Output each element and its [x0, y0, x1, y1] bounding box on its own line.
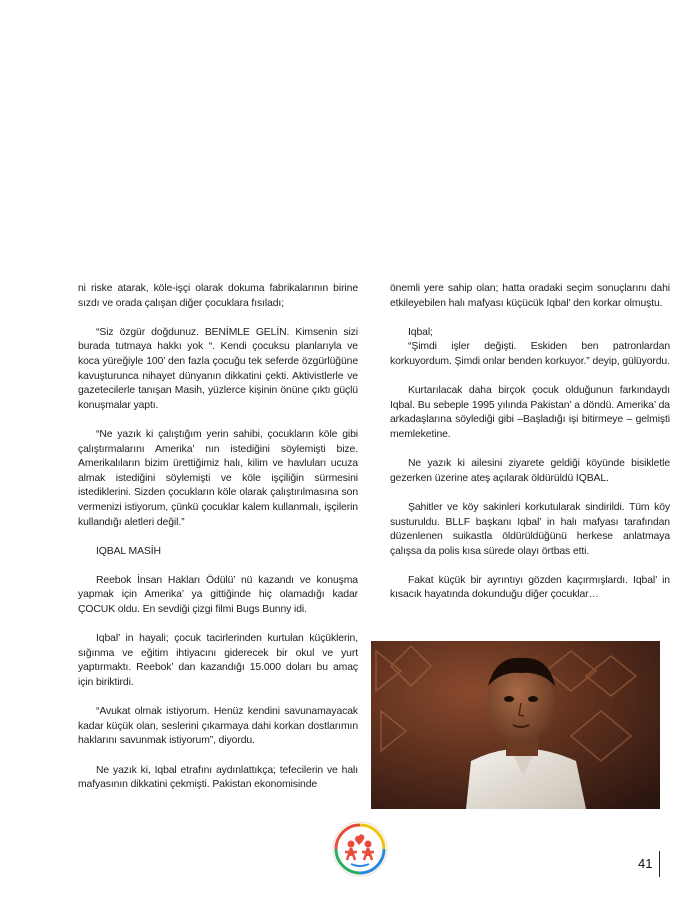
paragraph: Iqbal; [408, 326, 433, 338]
left-column [78, 282, 358, 807]
paragraph: “Şimdi işler değişti. Eskiden ben patronlardan korkuyordum. Şimdi onlar benden korkuyor.” deyip, gülüyordu. [390, 341, 670, 367]
photo-illustration [371, 641, 660, 809]
paragraph: Reebok İnsan Hakları Ödülü’ nü kazandı ve konuşma yapmak için Amerika’ ya gittiğinde hiç olamadığı kadar ÇOCUK oldu. En sevdiği çizgi filmi Bugs Bunny idi. [78, 574, 358, 616]
paragraph: önemli yere sahip olan; hatta oradaki seçim sonuçlarını dahi etkileyebilen halı mafyası küçücük Iqbal’ den korkar olmuştu. [390, 283, 670, 309]
boy-photo [371, 641, 660, 809]
page-number-rule [659, 851, 660, 877]
paragraph: Iqbal’ in hayali; çocuk tacirlerinden kurtulan küçüklerin, sığınma ve eğitim ihtiyacını giderecek bir okul ve yurt yaptırmaktı. Reebok’ dan kazandığı 15.000 doları bu amaç için biriktirdi. [78, 633, 358, 689]
paragraph: Ne yazık ki ailesini ziyarete geldiği köyünde bisikletle gezerken üzerine ateş açılarak öldürüldü IQBAL. [390, 458, 670, 484]
paragraph: Fakat küçük bir ayrıntıyı gözden kaçırmışlardı. Iqbal’ in kısacık hayatında dokunduğu diğer çocuklar… [390, 574, 670, 601]
logo-emblem-icon [331, 820, 389, 878]
paragraph: “Ne yazık ki çalıştığım yerin sahibi, çocukların köle gibi çalıştırmalarını Amerika’ nın istediğini söylemişti bize. Amerikalıların bizim ürettiğimiz halı, kilim ve havluları ucuza almak istediğini söylemişti ve köle işçiliğin sürmesini istediklerini. Sizden çocukların köle olarak çalıştırılmasına son vermenizi istiyorum, çünkü çocuklar kalem kullanmalı, işçilerin kullandığı aletleri değil.” [78, 428, 358, 528]
paragraph: “Avukat olmak istiyorum. Henüz kendini savunamayacak kadar küçük olan, seslerini çıkarmaya dahi korkan dostlarımın haklarını savunmak istiyorum”, diyordu. [78, 706, 358, 747]
paragraph: “Siz özgür doğdunuz. BENİMLE GELİN. Kimsenin sizi burada tutmaya hakkı yok “. Kendi çocuksu planlarıyla ve koca yüreğiyle 100’ den fazla çocuğu tek seferde özgürlüğüne kavuşturunca nihayet dünyanın dikkatini çekti. Aktivistlerle ve gazetecilerle tanışan Masih, yüzlerce kişinin önüne çıktı güçlü konuşmalar yaptı. [78, 326, 358, 411]
page-number: 41 [638, 856, 653, 871]
paragraph: Şahitler ve köy sakinleri korkutularak sindirildi. Tüm köy susturuldu. BLLF başkanı Iqbal’ in halı mafyası tarafından düzenlenen suikastla öldürüldüğünü herkese anlatmaya çalışsa da polis kısa sürede olayı örtbas etti. [390, 501, 670, 557]
section-heading: IQBAL MASİH [96, 545, 161, 557]
paragraph: Ne yazık ki, Iqbal etrafını aydınlattıkça; tefecilerin ve halı mafyasının dikkatini çekmişti. Pakistan ekonomisinde [78, 764, 358, 791]
children-logo [331, 820, 389, 878]
paragraph: ni riske atarak, köle-işçi olarak dokuma fabrikalarının birine sızdı ve orada çalışan diğer çocuklara fısıladı; [78, 283, 358, 309]
paragraph: Kurtarılacak daha birçok çocuk olduğunun farkındaydı Iqbal. Bu sebeple 1995 yılında Pakistan’ a döndü. Amerika’ da arkadaşlarına söylediği gibi –Başladığı işi bitirmeye – gelmişti memleketine. [390, 385, 670, 440]
right-column [390, 282, 670, 618]
